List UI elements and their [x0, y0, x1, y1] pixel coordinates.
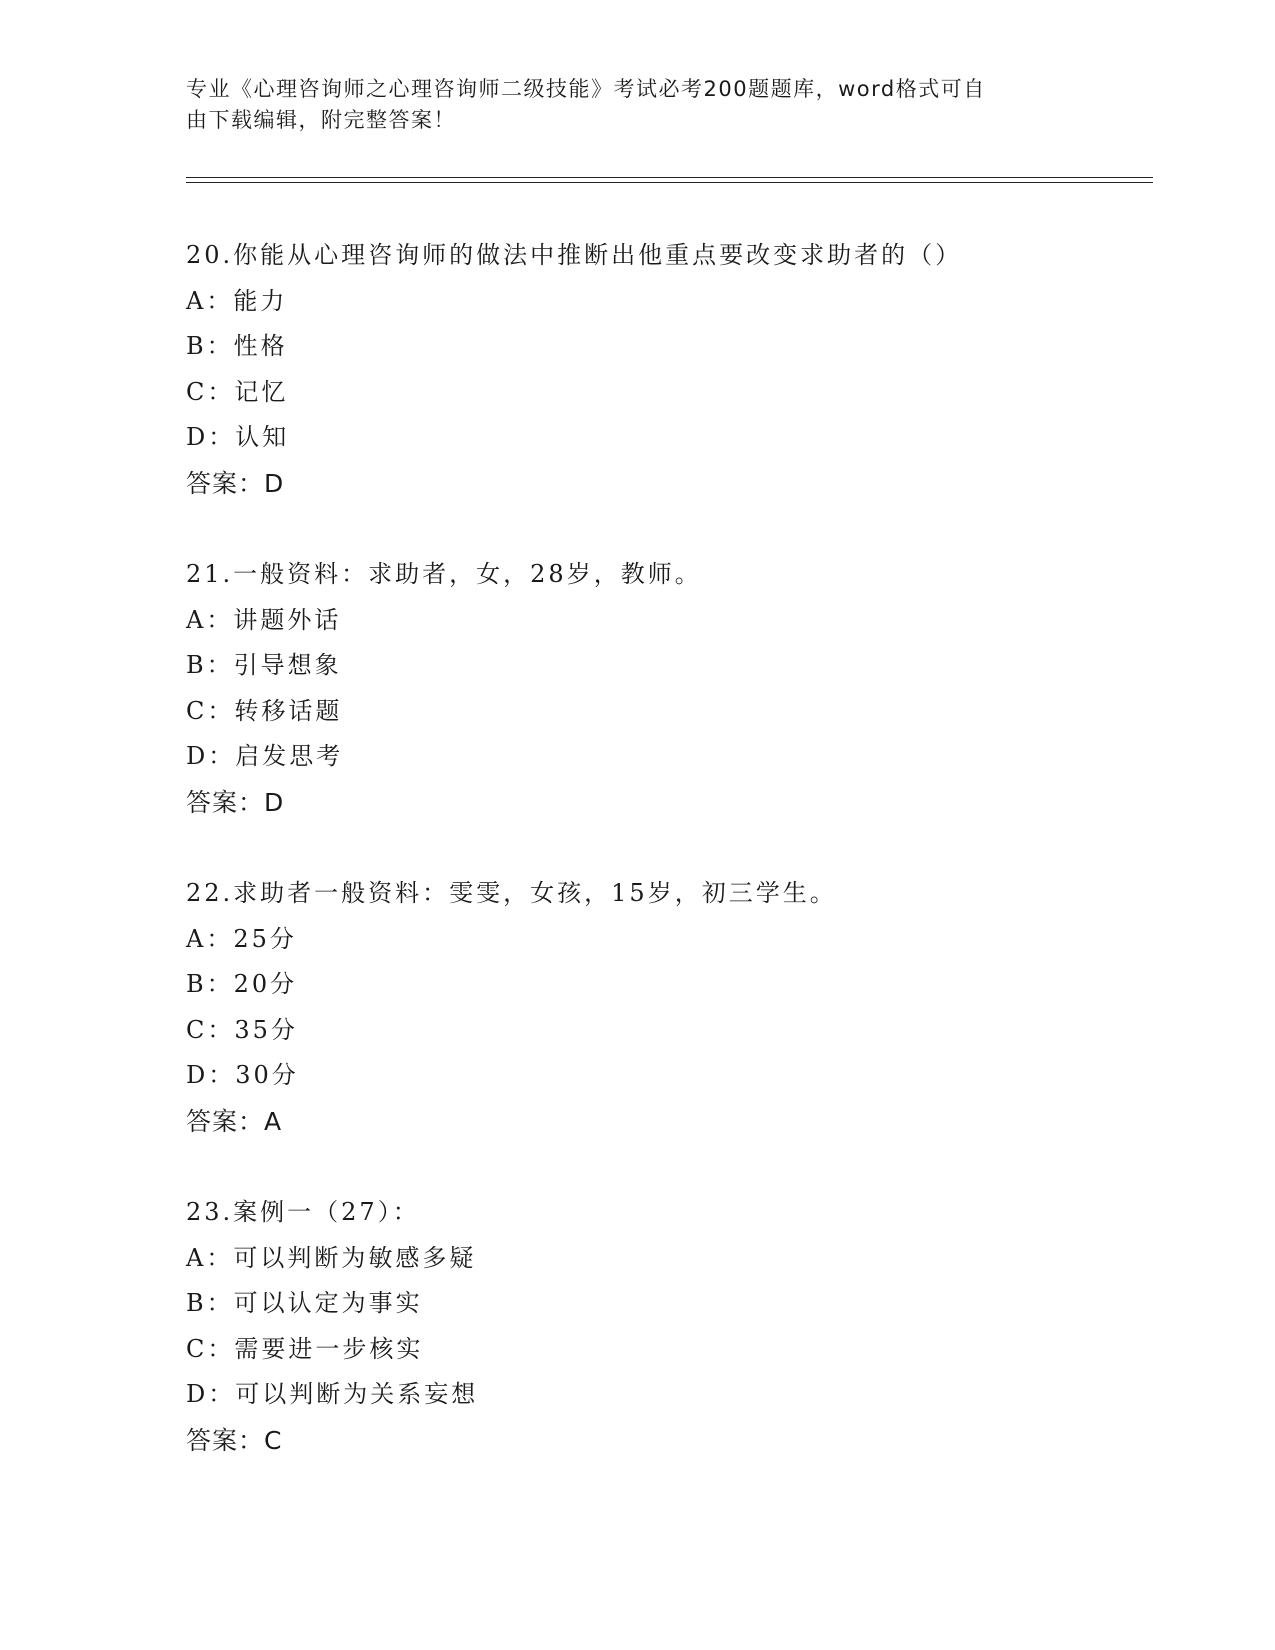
- header-divider-top: [186, 177, 1153, 178]
- option-d: D：启发思考: [186, 742, 344, 770]
- question-21: [186, 552, 1146, 825]
- answer-line: 答案：D: [186, 787, 285, 817]
- document-header: [186, 74, 1086, 136]
- question-stem: 23.案例一（27）：: [186, 1198, 420, 1226]
- option-b: B：性格: [186, 332, 288, 360]
- option-a: A：25分: [186, 924, 297, 953]
- answer-line: 答案：D: [186, 468, 285, 498]
- option-a: A：讲题外话: [186, 605, 342, 634]
- option-d: D：认知: [186, 423, 290, 451]
- question-stem: 20.你能从心理咨询师的做法中推断出他重点要改变求助者的（）: [186, 241, 963, 269]
- option-a: A：可以判断为敏感多疑: [186, 1243, 477, 1272]
- option-b: B：20分: [186, 970, 298, 998]
- option-c: C：35分: [186, 1015, 298, 1044]
- question-20: [186, 233, 1146, 506]
- option-c: C：记忆: [186, 377, 289, 406]
- header-line-1: 专业《心理咨询师之心理咨询师二级技能》考试必考200题题库，word格式可自: [186, 77, 986, 101]
- option-b: B：引导想象: [186, 651, 342, 679]
- question-stem: 22.求助者一般资料：雯雯，女孩，15岁，初三学生。: [186, 879, 837, 907]
- header-line-2: 由下载编辑，附完整答案！: [186, 108, 456, 132]
- option-d: D：可以判断为关系妄想: [186, 1380, 479, 1408]
- option-d: D：30分: [186, 1061, 299, 1089]
- option-c: C：需要进一步核实: [186, 1334, 424, 1363]
- answer-line: 答案：C: [186, 1425, 283, 1455]
- header-divider-bottom: [186, 182, 1153, 183]
- option-b: B：可以认定为事实: [186, 1289, 423, 1317]
- option-a: A：能力: [186, 286, 288, 315]
- question-23: [186, 1190, 1146, 1463]
- question-stem: 21.一般资料：求助者，女，28岁，教师。: [186, 560, 702, 588]
- option-c: C：转移话题: [186, 696, 343, 725]
- answer-line: 答案：A: [186, 1106, 283, 1136]
- question-22: [186, 871, 1146, 1144]
